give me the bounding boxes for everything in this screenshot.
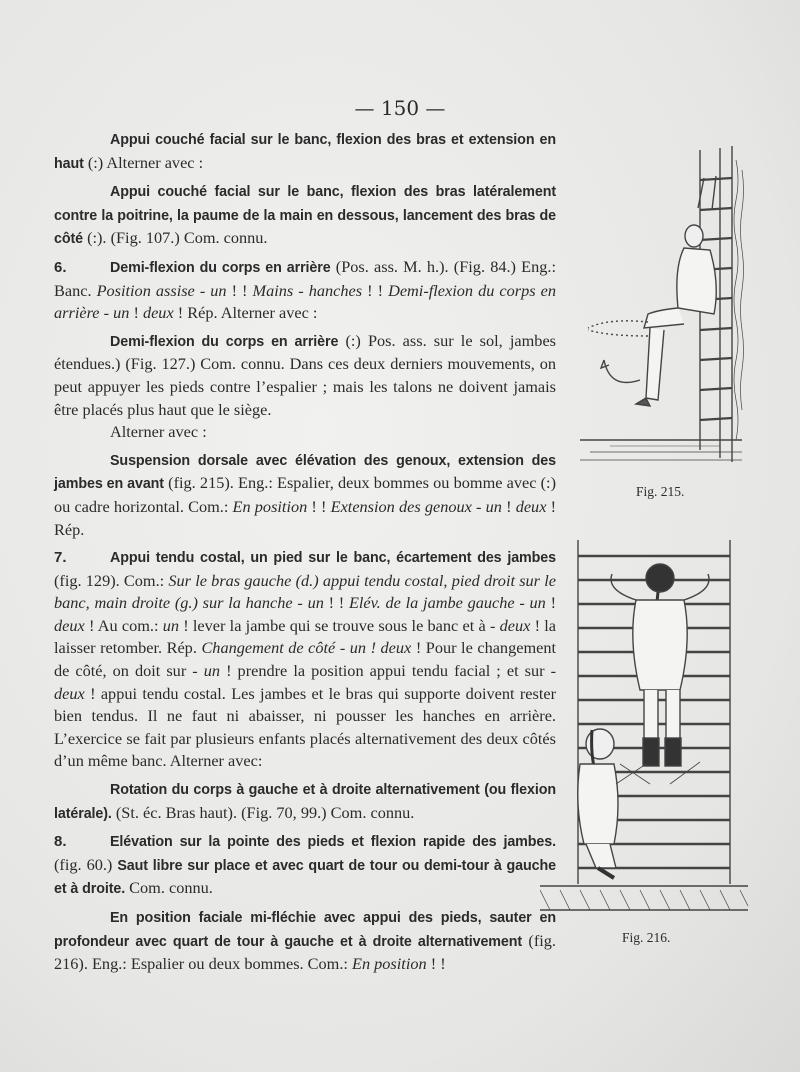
command-text: Extension des genoux - un (330, 496, 502, 516)
command-text: un (162, 615, 180, 635)
paragraph-text: ! prendre la position appui tendu facial ; et sur - (220, 661, 557, 681)
exercise-title: Saut libre sur place et avec quart de tour ou demi-tour à gauche et à droite. (54, 857, 556, 898)
paragraph-text: ! Au com.: (84, 615, 163, 635)
paragraph-text: ! appui tendu costal. Les jambes et le bras qui supporte doivent rester bien tendus. Il ne faut ni abaisser, ni pousser les hanches en arrière. L’exercice se fait par plusieurs enfants placés alternativement des deux côtés d’un même banc. Alterner avec: (54, 683, 556, 771)
man-hanging-on-wall-bars-illustration (580, 140, 748, 474)
girls-on-wall-bars-illustration (540, 534, 750, 924)
command-text: Sur le bras gauche (d.) appui tendu costal, pied droit sur le banc, main droite (g.) sur la hanche - un (54, 570, 556, 613)
paragraph-text: ! Rép. (54, 496, 557, 539)
command-text: un (203, 661, 221, 681)
paragraph-5 (54, 421, 556, 444)
paragraph-text: ! ! (323, 593, 349, 613)
paragraph-text: (St. éc. Bras haut). (Fig. 70, 99.) Com. connu. (111, 802, 415, 822)
exercise-number: 6. (54, 258, 67, 276)
paragraph-text: (fig. 216). Eng.: Espalier ou deux bommes. Com.: (54, 930, 556, 974)
paragraph-text: (fig. 60.) (54, 854, 118, 874)
command-text: En position (232, 496, 308, 516)
figure-caption: Fig. 215. (636, 484, 685, 499)
command-text: deux (54, 615, 85, 635)
command-text: Elév. de la jambe gauche - un (348, 593, 546, 613)
paragraph-6 (54, 449, 556, 541)
paragraph-text: ! ! (226, 280, 253, 300)
command-text: deux (499, 615, 531, 635)
paragraph-2 (54, 180, 556, 251)
exercise-title: Appui couché facial sur le banc, flexion des bras et extension en haut (54, 132, 556, 172)
paragraph-text: Alterner avec : (110, 422, 207, 442)
page-number: — 150 — (354, 96, 446, 120)
exercise-number: 8. (54, 833, 67, 851)
exercise-title: Appui tendu costal, un pied sur le banc, écartement des jambes (110, 550, 556, 567)
paragraph-text: ! (129, 303, 143, 323)
exercise-number: 7. (54, 549, 67, 567)
command-text: Demi-flexion du corps en arrière - un (54, 280, 556, 323)
paragraph-text: (:) Pos. ass. sur le sol, jambes étendues.) (Fig. 127.) Com. connu. Dans ces deux derniers mouvements, on peut appuyer les pieds contre l’espalier ; mais les talons ne doivent jamais être placés plus haut que le siège. (54, 330, 557, 419)
command-text: deux (142, 303, 174, 323)
paragraph-text: ! ! (362, 280, 389, 300)
paragraph-text: ! la laisser retomber. Rép. (54, 615, 557, 658)
exercise-title: Demi-flexion du corps en arrière (110, 259, 331, 276)
paragraph-text: ! ! (307, 496, 331, 516)
paragraph-text: (Pos. ass. M. h.). (Fig. 84.) Eng.: Banc. (54, 256, 556, 300)
paragraph-text: ! lever la jambe qui se trouve sous le banc et à - (179, 615, 500, 635)
paragraph-text: Com. connu. (125, 878, 213, 898)
paragraph-text: ! (501, 496, 516, 516)
paragraph-1 (54, 128, 556, 175)
paragraph-text: ! ! (426, 954, 446, 974)
paragraph-text: (:) Alterner avec : (83, 152, 204, 172)
paragraph-text: (fig. 129). Com.: (54, 570, 169, 590)
paragraph-4 (54, 330, 556, 421)
command-text: deux (515, 496, 547, 516)
paragraph-3 (54, 256, 556, 325)
paragraph-10 (54, 906, 556, 976)
exercise-title: Appui couché facial sur le banc, flexion des bras latéralement contre la poitrine, la paume de la main en dessous, lancement des bras de côté (54, 184, 556, 248)
paragraph-text: ! (545, 593, 556, 613)
command-text: Changement de côté - un ! deux (201, 638, 412, 658)
paragraph-text: (fig. 215). Eng.: Espalier, deux bommes ou bomme avec (:) ou cadre horizontal. Com.: (54, 473, 557, 516)
command-text: En position (352, 954, 427, 974)
figure-caption: Fig. 216. (622, 930, 671, 945)
command-text: Mains - hanches (252, 280, 363, 300)
exercise-title: Suspension dorsale avec élévation des genoux, extension des jambes en avant (54, 452, 556, 493)
paragraph-text: ! Pour le changement de côté, on doit sur - (54, 638, 556, 681)
body-text (54, 128, 556, 976)
exercise-title: Rotation du corps à gauche et à droite alternativement (ou flexion latérale). (54, 782, 556, 822)
paragraph-8 (54, 778, 556, 825)
command-text: Position assise - un (96, 280, 227, 300)
exercise-title: Elévation sur la pointe des pieds et flexion rapide des jambes. (110, 834, 556, 851)
exercise-title: En position faciale mi-fléchie avec appui des pieds, sauter en profondeur avec quart de tour à gauche et à droite alternativement (54, 910, 556, 950)
paragraph-text: ! Rép. Alterner avec : (173, 303, 318, 323)
exercise-title: Demi-flexion du corps en arrière (110, 333, 339, 350)
paragraph-text: (:). (Fig. 107.) Com. connu. (83, 228, 268, 248)
paragraph-9 (54, 830, 556, 901)
paragraph-7 (54, 546, 556, 773)
command-text: deux (54, 683, 85, 703)
